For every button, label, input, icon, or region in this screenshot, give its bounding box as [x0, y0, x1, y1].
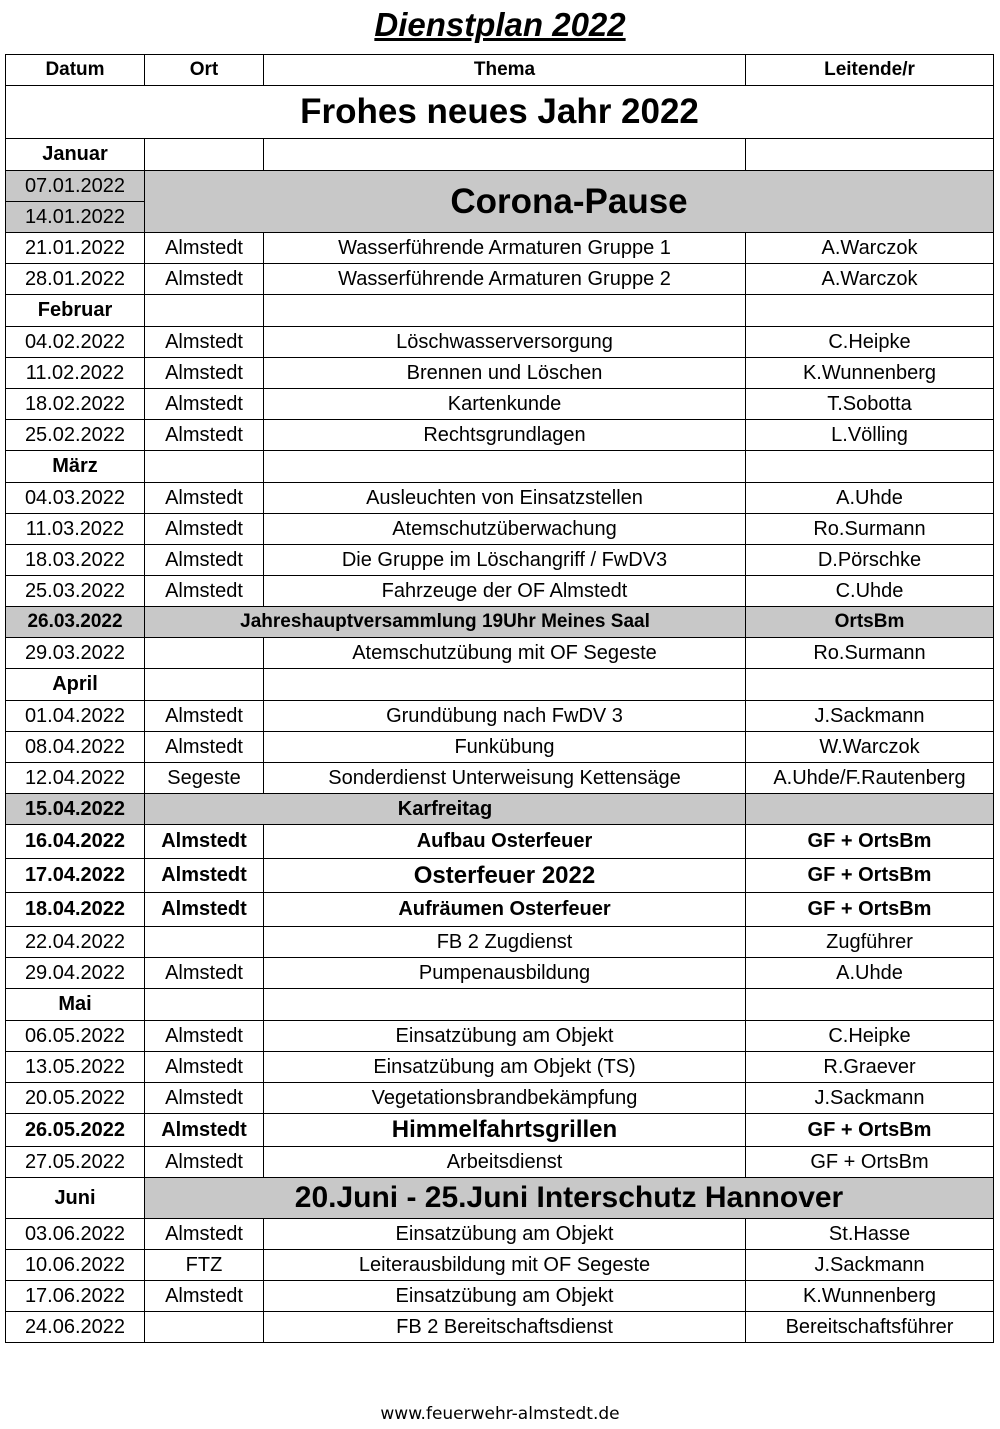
- ort-cell: Almstedt: [145, 327, 264, 358]
- ort-cell: [145, 1312, 264, 1343]
- leitende-cell: Bereitschaftsführer: [746, 1312, 994, 1343]
- date-cell: 26.05.2022: [6, 1114, 145, 1147]
- table-row: [6, 1281, 994, 1312]
- leitende-cell: A.Uhde: [746, 483, 994, 514]
- table-row: [6, 545, 994, 576]
- thema-cell: Die Gruppe im Löschangriff / FwDV3: [264, 545, 746, 576]
- leitende-cell: W.Warczok: [746, 732, 994, 763]
- header-thema: Thema: [264, 55, 746, 86]
- date-cell: 24.06.2022: [6, 1312, 145, 1343]
- date-cell: 13.05.2022: [6, 1052, 145, 1083]
- table-row: [6, 576, 994, 607]
- date-cell: 11.03.2022: [6, 514, 145, 545]
- corona-row: [6, 171, 994, 202]
- thema-cell: Kartenkunde: [264, 389, 746, 420]
- header-datum: Datum: [6, 55, 145, 86]
- leitende-cell: GF + OrtsBm: [746, 825, 994, 859]
- table-row: [6, 1021, 994, 1052]
- table-row: [6, 927, 994, 958]
- header-ort: Ort: [145, 55, 264, 86]
- thema-cell: Sonderdienst Unterweisung Kettensäge: [264, 763, 746, 794]
- thema-cell: Einsatzübung am Objekt: [264, 1021, 746, 1052]
- table-row: [6, 1219, 994, 1250]
- date-cell: 22.04.2022: [6, 927, 145, 958]
- ort-cell: Almstedt: [145, 1147, 264, 1178]
- table-row: [6, 1083, 994, 1114]
- leitende-cell: GF + OrtsBm: [746, 1114, 994, 1147]
- himmelfahrt-row: [6, 1114, 994, 1147]
- date-cell: 18.03.2022: [6, 545, 145, 576]
- date-cell: 04.03.2022: [6, 483, 145, 514]
- thema-cell: Rechtsgrundlagen: [264, 420, 746, 451]
- thema-cell: FB 2 Bereitschaftsdienst: [264, 1312, 746, 1343]
- date-cell: 14.01.2022: [6, 202, 145, 233]
- month-row-juni: [6, 1178, 994, 1219]
- date-cell: 26.03.2022: [6, 607, 145, 638]
- website-footer: www.feuerwehr-almstedt.de: [380, 1404, 620, 1424]
- month-row-maerz: [6, 451, 994, 483]
- thema-cell: Arbeitsdienst: [264, 1147, 746, 1178]
- month-row-februar: [6, 295, 994, 327]
- leitende-cell: GF + OrtsBm: [746, 893, 994, 927]
- table-row: [6, 958, 994, 989]
- thema-cell: Grundübung nach FwDV 3: [264, 701, 746, 732]
- table-row: [6, 264, 994, 295]
- ort-cell: Almstedt: [145, 701, 264, 732]
- date-cell: 10.06.2022: [6, 1250, 145, 1281]
- leitende-cell: C.Heipke: [746, 1021, 994, 1052]
- jhv-row: [6, 607, 994, 638]
- thema-cell: Atemschutzüberwachung: [264, 514, 746, 545]
- ort-cell: Almstedt: [145, 958, 264, 989]
- table-row: [6, 763, 994, 794]
- leitende-cell: Zugführer: [746, 927, 994, 958]
- table-row: [6, 389, 994, 420]
- thema-cell: Leiterausbildung mit OF Segeste: [264, 1250, 746, 1281]
- ort-cell: Almstedt: [145, 514, 264, 545]
- table-row: [6, 893, 994, 927]
- ort-cell: Almstedt: [145, 1114, 264, 1147]
- table-row: [6, 514, 994, 545]
- corona-pause-label: Corona-Pause: [145, 171, 994, 233]
- date-cell: 08.04.2022: [6, 732, 145, 763]
- leitende-cell: Ro.Surmann: [746, 514, 994, 545]
- ort-cell: Almstedt: [145, 483, 264, 514]
- ort-cell: Almstedt: [145, 233, 264, 264]
- leitende-cell: C.Uhde: [746, 576, 994, 607]
- thema-cell: FB 2 Zugdienst: [264, 927, 746, 958]
- ort-cell: [145, 638, 264, 669]
- date-cell: 17.06.2022: [6, 1281, 145, 1312]
- date-cell: 17.04.2022: [6, 859, 145, 893]
- month-row-januar: [6, 139, 994, 171]
- leitende-cell: L.Völling: [746, 420, 994, 451]
- interschutz-label: 20.Juni - 25.Juni Interschutz Hannover: [145, 1178, 994, 1219]
- date-cell: 01.04.2022: [6, 701, 145, 732]
- thema-cell: Funkübung: [264, 732, 746, 763]
- banner-row: [6, 86, 994, 139]
- date-cell: 27.05.2022: [6, 1147, 145, 1178]
- leitende-cell: J.Sackmann: [746, 701, 994, 732]
- ort-cell: Almstedt: [145, 825, 264, 859]
- date-cell: 28.01.2022: [6, 264, 145, 295]
- date-cell: 03.06.2022: [6, 1219, 145, 1250]
- month-label: April: [6, 669, 145, 701]
- leitende-cell: GF + OrtsBm: [746, 1147, 994, 1178]
- thema-cell: Vegetationsbrandbekämpfung: [264, 1083, 746, 1114]
- page-title: Dienstplan 2022: [374, 6, 626, 43]
- ort-cell: [145, 927, 264, 958]
- table-row: [6, 859, 994, 893]
- date-cell: 25.03.2022: [6, 576, 145, 607]
- ort-cell: Almstedt: [145, 893, 264, 927]
- thema-cell: Löschwasserversorgung: [264, 327, 746, 358]
- ort-cell: Almstedt: [145, 576, 264, 607]
- ort-cell: Almstedt: [145, 1052, 264, 1083]
- leitende-cell: St.Hasse: [746, 1219, 994, 1250]
- thema-cell: Fahrzeuge der OF Almstedt: [264, 576, 746, 607]
- table-row: [6, 825, 994, 859]
- thema-cell: Aufräumen Osterfeuer: [264, 893, 746, 927]
- ort-cell: Almstedt: [145, 264, 264, 295]
- month-label: Februar: [6, 295, 145, 327]
- date-cell: 16.04.2022: [6, 825, 145, 859]
- date-cell: 11.02.2022: [6, 358, 145, 389]
- date-cell: 29.03.2022: [6, 638, 145, 669]
- date-cell: 20.05.2022: [6, 1083, 145, 1114]
- month-label: März: [6, 451, 145, 483]
- date-cell: 04.02.2022: [6, 327, 145, 358]
- leitende-cell: K.Wunnenberg: [746, 1281, 994, 1312]
- thema-cell: Einsatzübung am Objekt: [264, 1219, 746, 1250]
- ort-cell: Almstedt: [145, 1281, 264, 1312]
- ort-cell: Almstedt: [145, 545, 264, 576]
- leitende-cell: T.Sobotta: [746, 389, 994, 420]
- thema-cell: Wasserführende Armaturen Gruppe 1: [264, 233, 746, 264]
- table-row: [6, 420, 994, 451]
- thema-cell: Einsatzübung am Objekt: [264, 1281, 746, 1312]
- ort-cell: FTZ: [145, 1250, 264, 1281]
- thema-cell: Atemschutzübung mit OF Segeste: [264, 638, 746, 669]
- date-cell: 21.01.2022: [6, 233, 145, 264]
- karfreitag-row: [6, 794, 994, 825]
- header-row: [6, 55, 994, 86]
- table-row: [6, 483, 994, 514]
- date-cell: 07.01.2022: [6, 171, 145, 202]
- leitende-cell: GF + OrtsBm: [746, 859, 994, 893]
- thema-cell: Aufbau Osterfeuer: [264, 825, 746, 859]
- table-row: [6, 327, 994, 358]
- table-row: [6, 1250, 994, 1281]
- thema-cell: Einsatzübung am Objekt (TS): [264, 1052, 746, 1083]
- jhv-leitende: OrtsBm: [746, 607, 994, 638]
- ort-cell: Almstedt: [145, 1021, 264, 1052]
- month-row-april: [6, 669, 994, 701]
- date-cell: 12.04.2022: [6, 763, 145, 794]
- table-row: [6, 233, 994, 264]
- ort-cell: Almstedt: [145, 358, 264, 389]
- leitende-cell: K.Wunnenberg: [746, 358, 994, 389]
- leitende-cell: A.Uhde/F.Rautenberg: [746, 763, 994, 794]
- table-row: [6, 1052, 994, 1083]
- date-cell: 18.02.2022: [6, 389, 145, 420]
- thema-cell: Himmelfahrtsgrillen: [264, 1114, 746, 1147]
- leitende-cell: J.Sackmann: [746, 1083, 994, 1114]
- ort-cell: Almstedt: [145, 859, 264, 893]
- month-row-mai: [6, 989, 994, 1021]
- leitende-cell: J.Sackmann: [746, 1250, 994, 1281]
- karfreitag-thema: Karfreitag: [145, 794, 746, 825]
- table-row: [6, 732, 994, 763]
- date-cell: 18.04.2022: [6, 893, 145, 927]
- new-year-banner: Frohes neues Jahr 2022: [6, 86, 994, 139]
- schedule-table: [5, 54, 994, 1343]
- leitende-cell: D.Pörschke: [746, 545, 994, 576]
- table-row: [6, 1312, 994, 1343]
- thema-cell: Pumpenausbildung: [264, 958, 746, 989]
- month-label: Januar: [6, 139, 145, 171]
- date-cell: 15.04.2022: [6, 794, 145, 825]
- ort-cell: Almstedt: [145, 420, 264, 451]
- ort-cell: Segeste: [145, 763, 264, 794]
- date-cell: 25.02.2022: [6, 420, 145, 451]
- leitende-cell: C.Heipke: [746, 327, 994, 358]
- header-leitende: Leitende/r: [746, 55, 994, 86]
- thema-cell: Brennen und Löschen: [264, 358, 746, 389]
- leitende-cell: R.Graever: [746, 1052, 994, 1083]
- ort-cell: Almstedt: [145, 1083, 264, 1114]
- date-cell: 06.05.2022: [6, 1021, 145, 1052]
- ort-cell: Almstedt: [145, 1219, 264, 1250]
- leitende-cell: Ro.Surmann: [746, 638, 994, 669]
- ort-cell: Almstedt: [145, 389, 264, 420]
- thema-cell: Wasserführende Armaturen Gruppe 2: [264, 264, 746, 295]
- month-label: Mai: [6, 989, 145, 1021]
- table-row: [6, 638, 994, 669]
- thema-cell: Ausleuchten von Einsatzstellen: [264, 483, 746, 514]
- leitende-cell: A.Warczok: [746, 264, 994, 295]
- jhv-thema: Jahreshauptversammlung 19Uhr Meines Saal: [145, 607, 746, 638]
- table-row: [6, 358, 994, 389]
- leitende-cell: A.Uhde: [746, 958, 994, 989]
- month-label: Juni: [6, 1178, 145, 1219]
- table-row: [6, 1147, 994, 1178]
- leitende-cell: A.Warczok: [746, 233, 994, 264]
- date-cell: 29.04.2022: [6, 958, 145, 989]
- table-row: [6, 701, 994, 732]
- ort-cell: Almstedt: [145, 732, 264, 763]
- thema-cell: Osterfeuer 2022: [264, 859, 746, 893]
